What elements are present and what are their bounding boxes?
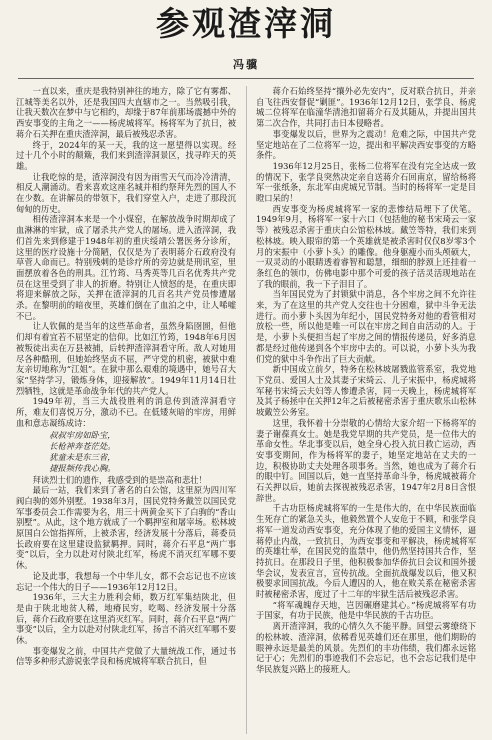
paragraph: 这里，我怀着十分崇敬的心情给大家介绍一下杨将军的妻子谢葆真女士。她是我党早期的共产党员，是一位伟大的革命女性。华北事变以后，她全身心投入抗日救亡运动，西安事变期间，作为杨将军的妻子，她坚定地站在丈夫的一边，积极协助丈夫处理各项事务。当然，她也成为了蒋介石的眼中钉。回国以后，她一直坚持革命斗争，杨虎城被蒋介石关押以后，她前去探视被残忍杀害，1947年2月8日含恨辞世。	[256, 417, 476, 503]
paragraph: 终于，2024年的某一天，我的这一愿望得以实现。经过十几个小时的颠簸，我们来到渣滓洞景区，找寻昨天的英雄。	[16, 139, 236, 171]
paragraph: 1936年，三大主力胜利会师，数万红军集结陕北，但是由于陕北地贫人稀，地瘠民穷，吃喝、经济发展十分落后，蒋介石政府要在这里消灭红军。同时，蒋介石平息“两广事变”以后，全力以赴对付陕北红军，扬言不消灭红军哪不要休。	[16, 592, 236, 646]
paragraph: 拜读烈士们的遗作，我感受到的是崇高和悲壮！	[32, 474, 207, 485]
title-rule	[18, 78, 474, 79]
paragraph: 让我吃惊的是，渣滓洞没有因为雨雪天气而冷冷清清，相反人潮涌动。看来喜欢这座名城并相约祭拜先烈的国人不在少数。在讲解员的带领下，我们穿堂入户，走进了那段沉甸甸的历史。	[16, 171, 236, 214]
article-title: 参观渣滓洞	[156, 4, 336, 43]
paragraph: 蒋介石始终坚持“攘外必先安内”，反对联合抗日，并亲自飞往西安督促“剿匪”。1936年12月12日，张学良、杨虎城二位将军在临潼华清池扣留蒋介石及其随从，并提出国共第二次合作，共同打击日本侵略者。	[256, 86, 476, 129]
paragraph: 最后一站，我们来到了著名的白公馆，这里原为四川军阀白驹的郊外别墅。1938年3月，国民党特务戴笠以国民党军事委员会工作需要为名，用三十两黄金买下了白驹的“香山别墅”。从此，这个地方就成了一个羁押室和屠宰场。松林坡原国白公馆指挥所，上被杀害，经济发展十分落后，蒋委员长政府要在这里建设监狱羁押。同时，蒋介石平息“两广事变”以后，全力以赴对付陕北红军，杨虎不消灭红军哪不要休。	[16, 485, 236, 571]
paragraph: 当年国民党为了封锁狱中消息，各个牢房之间不允许往来，为了在这里的共产党人交往也十分困难，狱中斗争无法进行。而小萝卜头因为年纪小，国民党特务对他的看管相对放松一些，所以他是唯一可以在牢房之间自由活动的人。于是，小萝卜头便担当起了牢房之间的情报传递员，好多消息都是经过他传递到各个牢房中去的。可以说，小萝卜头为我们党的狱中斗争作出了巨大贡献。	[256, 289, 476, 364]
paragraph: “将军魂魄存天地，岂因碾磨建其心。”杨虎城将军有功于国家，有功于民族，他是中华民族的千古功臣。	[256, 599, 476, 621]
paragraph: 西安事变为杨虎城将军一家的悲惨结局埋下了伏笔。1949年9月，杨将军一家十六口（包括他的秘书宋琦云一家等）被残忍杀害于重庆白公馆松林坡。戴笠等特，我们来到松林坡。映入眼帘的第一个英雄就是被杀害时仅仅8岁零3个月的宋振中（小萝卜头）的雕像。他身躯瘦小而头颅硕大，一双灵动的小眼睛透着睿智和聪慧，细细的脖颈上还挂着一条红色的领巾，仿佛电影中那个可爱的孩子活灵活现地站在了我的眼前，我一下子泪目了。	[256, 203, 476, 289]
poem-line: 叔叔牢房如卧宝，	[49, 429, 116, 440]
paragraph: 1936年12月25日，张杨二位将军在没有完全达成一致的情况下，张学良突然决定亲自送蒋介石回南京，留给杨将军一张纸条，东北军由虎城兄节制。当时的杨将军一定是目瞪口呆的！	[256, 160, 476, 204]
poem	[16, 430, 236, 474]
paragraph: 事变爆发之前，中国共产党做了大量统战工作，通过书信等多种形式游说张学良和杨虎城将军联合抗日，但	[16, 645, 236, 667]
right-column	[256, 86, 476, 675]
left-column	[16, 86, 236, 667]
paragraph: 事变爆发以后，世界为之震动！危难之际，中国共产党坚定地站在了二位将军一边，提出和平解决西安事变的方略条件。	[256, 128, 476, 161]
paragraph: 一直以来，重庆是我特别神往的地方，除了它有雾都、江城等美名以外，还是我国四大直辖市之一。当然吸引我，让我天数次在梦中与它相约，却缘于87年前那场震撼中外的西安事变的主角之一——杨虎城将军。杨将军为了抗日，被蒋介石关押在重庆渣滓洞，最后被残忍杀害。	[16, 86, 236, 139]
poem-line: 捷报频传我心胸。	[49, 462, 116, 473]
article-author: 冯骥	[233, 58, 259, 71]
column-divider	[246, 86, 247, 734]
paragraph: 千古功臣杨虎城将军的一生是伟大的，在中华民族面临生死存亡的紧急关头，他毅然置个人安危于不顾，和张学良将军一道发动西安事变，充分体现了他的爱国主义情怀，逼蒋停止内战，一致抗日，为西安事变和平解决，杨虎城将军的英雄壮举，在国民党的监禁中，他仍然坚持国共合作，坚持抗日。在那段日子里，他积极参加华侨抗日会议和国外援华会议，发表宣言，宣传抗战。全面抗战爆发以后，他又积极要求回国抗战。今后人遭囚的人，他在败关系在秘密杀害时被秘密杀害，度过了十二年的牢狱生活后被残忍杀害。	[256, 503, 476, 600]
poem-line: 长枪神奔苍茫处。	[49, 440, 116, 451]
paragraph: 新中国成立前夕，特务在松林坡屠戮监管系室，我党地下党员、爱国人士及其妻子宋绮云、儿子宋振中，杨虎城将军秘书宋绮云夫妇等人惨遭杀害，同一天晚上，杨虎城将军及其子杨拯中在关押12年之后被秘密杀害于重庆歌乐山松林坡戴笠公务室。	[256, 364, 476, 418]
paragraph: 让人钦佩的是当年的这些革命者，虽然身陷囹圄，但他们却有着宜若不屈坚定的信仰。比如江竹筠，1948年6月因被叛徒出卖在万县被捕，后转押渣滓洞看守所。敌人对她用尽各种酷刑，但她始终坚贞不屈，严守党的机密，被狱中难友亲切地称为“江姐”。在狱中那么艰难的境遇中，她号召大家“坚持学习，锻炼身体，迎接解放”。1949年11月14日壮烈牺牲，这就是革命战争年代的共产党人。	[16, 321, 236, 396]
paragraph: 1949年初，当三大战役胜利的消息传到渣滓洞看守所，难友们喜悦万分，激动不已。在低矮灰暗的牢房，用鲜血和意志凝练成诗：	[16, 396, 236, 428]
paragraph: 论及此事，我想每一个中华儿女，都不会忘记也不应该忘记一个伟大的日子——1936年12月12日。	[16, 570, 236, 592]
paragraph: 相传渣滓洞本来是一个小煤窑，在解放战争时期却成了血淋淋的牢狱，成了屠杀共产党人的屠场。进入渣滓洞，我们首先来到修建于1948年初的重庆绥靖公署医务分诊所，这里的医疗设施十分简陋，仅仅是为了表明蒋介石政府没有草菅人命而已。特别残刺的是诊疗所的旁边就是刑讯室，里面摆放着各色的刑具。江竹筠、马秀英等几百名优秀共产党员在这里受到了非人的折磨。特别让人愤怒的是，在重庆即将迎来解放之际，关押在渣滓洞的几百名共产党员惨遭屠杀。在黎明前的暗夜里，英雄们倒在了血泊之中，让人唏嘘不已。	[16, 214, 236, 321]
paragraph: 离开渣滓洞，我的心情久久不能平静。回望云雾缭绕下的松林坡、渣滓洞，依稀看见英雄们还在那里，他们期盼的眼神永远是最美的风景。先烈们的丰功伟绩，我们都永远铭记于心；先烈们的事迹我们不会忘记，也不会忘记我们是中华民族复兴路上的接班人。	[256, 621, 476, 674]
poem-line: 犹童未是东三省，	[49, 451, 116, 462]
